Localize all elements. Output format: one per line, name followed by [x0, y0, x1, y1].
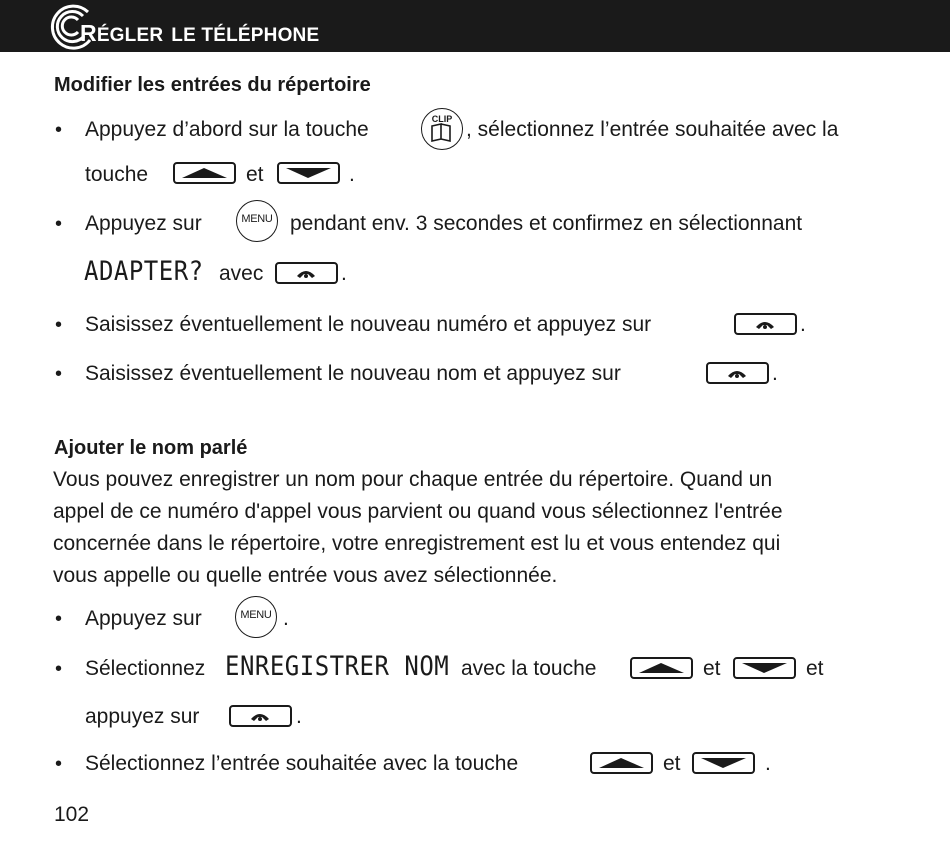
call-key-icon	[706, 362, 769, 384]
s1-b3-text: Saisissez éventuellement le nouveau numéro et appuyez sur	[85, 313, 652, 336]
lcd-text-enregistrer-nom: ENREGISTRER NOM	[225, 650, 450, 682]
section2-paragraph	[53, 464, 913, 592]
s1-b1-text-a: Appuyez d’abord sur la touche	[85, 118, 369, 141]
call-key-icon	[275, 262, 338, 284]
s2-b2-lcd-row	[225, 650, 450, 682]
s2-b2-text-b: avec la touche	[461, 657, 597, 680]
s1-b4-end: .	[772, 362, 778, 385]
s2-b1-text-a: Appuyez sur	[85, 607, 202, 630]
s2-b2-text-f: .	[296, 705, 302, 728]
menu-key-icon	[236, 200, 278, 242]
s1-b2-lcd-row	[84, 255, 204, 287]
s1-b1-text-c: touche	[85, 163, 149, 186]
section-heading-voice-name: Ajouter le nom parlé	[54, 437, 248, 459]
clip-key-label: CLIP	[431, 114, 453, 124]
lcd-text-adapter: ADAPTER?	[84, 255, 204, 287]
bullet: •	[55, 608, 63, 630]
s1-b4-text: Saisissez éventuellement le nouveau nom et appuyez sur	[85, 362, 621, 385]
bullet: •	[55, 658, 63, 680]
s1-b2-text-a: Appuyez sur	[85, 212, 202, 235]
s1-b1-text-e: .	[349, 163, 355, 186]
chapter-header	[0, 0, 950, 52]
bullet: •	[55, 753, 63, 775]
call-key-icon	[734, 313, 797, 335]
up-arrow-key-icon	[173, 162, 236, 184]
section-heading-modify: Modifier les entrées du répertoire	[54, 74, 371, 96]
s1-b1-text-b: , sélectionnez l’entrée souhaitée avec la	[466, 118, 839, 141]
s2-b3-text-c: .	[765, 752, 771, 775]
s1-b2-text-c: avec	[219, 262, 264, 285]
s1-b2-text-d: .	[341, 262, 347, 285]
s2-b2-text-d: et	[806, 657, 824, 680]
menu-key-label: MENU	[241, 213, 273, 225]
s2-b2-text-e: appuyez sur	[85, 705, 200, 728]
s2-b2-text-a: Sélectionnez	[85, 657, 206, 680]
clip-key-icon	[421, 108, 463, 150]
chapter-title: RÉGLER LE TÉLÉPHONE	[80, 20, 320, 46]
up-arrow-key-icon	[630, 657, 693, 679]
para-line: concernée dans le répertoire, votre enregistrement est lu et vous entendez qui	[53, 532, 781, 555]
call-key-icon	[229, 705, 292, 727]
menu-key-icon	[235, 596, 277, 638]
s1-b3-end: .	[800, 313, 806, 336]
bullet: •	[55, 363, 63, 385]
s2-b3-text-a: Sélectionnez l’entrée souhaitée avec la touche	[85, 752, 519, 775]
book-icon	[421, 108, 463, 150]
para-line: appel de ce numéro d'appel vous parvient ou quand vous sélectionnez l'entrée	[53, 500, 783, 523]
s1-b1-text-d: et	[246, 163, 264, 186]
down-arrow-key-icon	[733, 657, 796, 679]
para-line: Vous pouvez enregistrer un nom pour chaque entrée du répertoire. Quand un	[53, 468, 773, 491]
page-number: 102	[54, 803, 90, 826]
down-arrow-key-icon	[692, 752, 755, 774]
up-arrow-key-icon	[590, 752, 653, 774]
s2-b1-text-b: .	[283, 607, 289, 630]
s2-b2-text-c: et	[703, 657, 721, 680]
menu-key-label: MENU	[240, 609, 272, 621]
s2-b3-text-b: et	[663, 752, 681, 775]
bullet: •	[55, 314, 63, 336]
bullet: •	[55, 213, 63, 235]
down-arrow-key-icon	[277, 162, 340, 184]
bullet: •	[55, 119, 63, 141]
s1-b2-text-b: pendant env. 3 secondes et confirmez en sélectionnant	[290, 212, 803, 235]
para-line: vous appelle ou quelle entrée vous avez sélectionnée.	[53, 564, 558, 587]
